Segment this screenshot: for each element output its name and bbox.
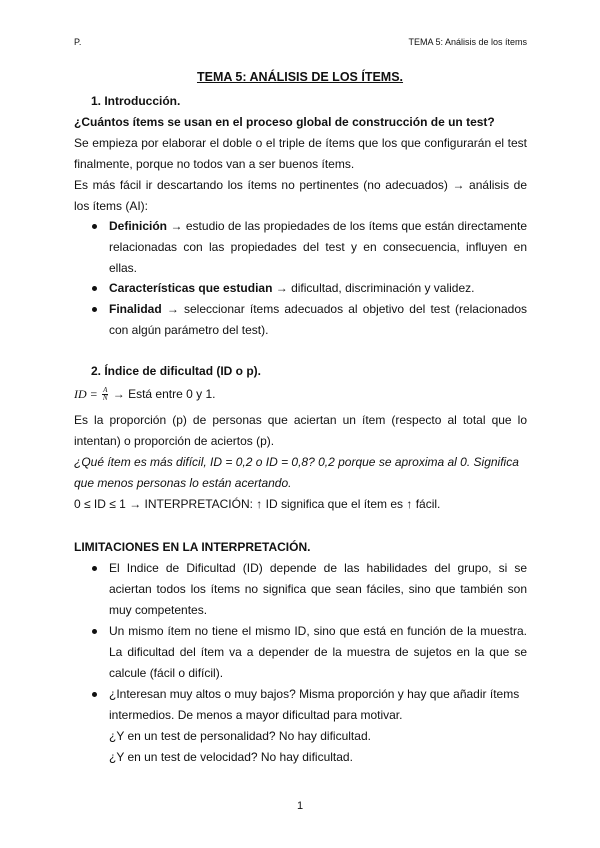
page-title: TEMA 5: ANÁLISIS DE LOS ÍTEMS. — [196, 70, 404, 84]
bullet-text: → dificultad, discriminación y validez. — [272, 281, 475, 295]
subline: ¿Y en un test de velocidad? No hay dificultad. — [109, 750, 353, 764]
formula — [74, 384, 215, 405]
section2-heading: 2. Índice de dificultad (ID o p). — [91, 364, 262, 378]
bullet-dot — [92, 307, 97, 312]
section1-para1: Se empieza por elaborar el doble o el triple de ítems que los que configurarán el test finalmente, porque no todos van a ser buenos ítems. — [74, 136, 527, 171]
bullet-text: → seleccionar ítems adecuados al objetivo del test (relacionados con algún parámetro del test). — [109, 302, 527, 337]
bullet-dot — [92, 286, 97, 291]
list-item: Un mismo ítem no tiene el mismo ID, sino que está en función de la muestra. La dificultad del ítem va a depender de la muestra de sujetos en la que se calcule (fácil o difícil). — [109, 624, 527, 680]
bullet-dot — [92, 566, 97, 571]
bullet-term: Finalidad — [109, 302, 162, 316]
bullet-dot — [92, 692, 97, 697]
page-number: 1 — [296, 800, 304, 812]
formula-denominator: N — [102, 394, 108, 403]
list-item — [109, 278, 527, 299]
section1-question: ¿Cuántos ítems se usan en el proceso global de construcción de un test? — [74, 115, 495, 129]
list-item: ¿Interesan muy altos o muy bajos? Misma proporción y hay que añadir ítems intermedios. De menos a mayor dificultad para motivar. — [109, 687, 520, 722]
list-item: El Indice de Dificultad (ID) depende de las habilidades del grupo, si se aciertan todos los ítems no significa que sean fáciles, sino que también son muy competentes. — [109, 561, 527, 617]
header-left: P. — [74, 37, 82, 47]
list-item — [109, 216, 527, 279]
section1-para2: Es más fácil ir descartando los ítems no pertinentes (no adecuados) → análisis de los ítems (AI): — [74, 178, 527, 213]
bullet-term: Definición — [109, 219, 168, 233]
bullet-dot — [92, 629, 97, 634]
formula-rhs: → Está entre 0 y 1. — [112, 387, 216, 401]
subline: ¿Y en un test de personalidad? No hay dificultad. — [109, 729, 371, 743]
bullet-dot — [92, 224, 97, 229]
formula-fraction — [102, 387, 108, 402]
section2-para1: Es la proporción (p) de personas que aciertan un ítem (respecto al total que lo intentan) o proporción de aciertos (p). — [74, 413, 527, 448]
section1-heading: 1. Introducción. — [91, 94, 181, 108]
list-item — [109, 299, 527, 341]
formula-numerator: A — [103, 386, 108, 395]
section2-question: ¿Qué ítem es más difícil, ID = 0,2 o ID = 0,8? 0,2 porque se aproxima al 0. Significa que menos personas lo están acertando. — [74, 455, 519, 490]
bullet-text: → estudio de las propiedades de los ítems que están directamente relacionadas con las propiedades del test y en consecuencia, influyen en ellas. — [109, 219, 527, 275]
formula-lhs: ID = — [74, 387, 98, 401]
bullet-term: Características que estudian — [109, 281, 273, 295]
limitations-heading: LIMITACIONES EN LA INTERPRETACIÓN. — [74, 540, 311, 554]
header-right: TEMA 5: Análisis de los ítems — [408, 37, 527, 47]
section2-interpretation: 0 ≤ ID ≤ 1 → INTERPRETACIÓN: ↑ ID significa que el ítem es ↑ fácil. — [74, 497, 441, 511]
